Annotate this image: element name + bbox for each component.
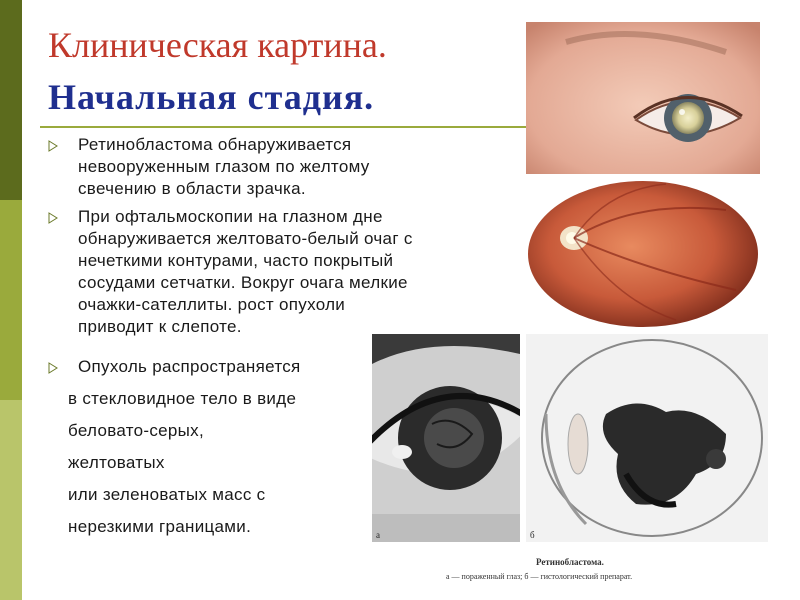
- continuation-line: или зеленоватых масс с: [68, 485, 266, 504]
- strip-segment-dark: [0, 0, 22, 200]
- bullet-2-line: При офтальмоскопии на глазном дне: [78, 207, 383, 226]
- figure-caption-title: Ретинобластома.: [536, 557, 604, 567]
- side-color-strip: [0, 0, 22, 600]
- bullet-1-text: [78, 134, 370, 200]
- bullet-2-text: [78, 206, 413, 338]
- bullet-2-line: приводит к слепоте.: [78, 317, 242, 336]
- leukocoria-eye-photo: [526, 22, 760, 174]
- histology-photo: [526, 334, 768, 542]
- figure-label-a: а: [376, 530, 380, 540]
- title-divider: [40, 126, 526, 128]
- bullet-2-line: сосудами сетчатки. Вокруг очага мелкие: [78, 273, 408, 292]
- bullet-1-line: свечению в области зрачка.: [78, 179, 306, 198]
- figure-label-b: б: [530, 530, 535, 540]
- slide-subtitle: Начальная стадия.: [48, 77, 375, 117]
- figure-caption-text: а — пораженный глаз; б — гистологический препарат.: [446, 572, 633, 581]
- bullet-marker-icon: [48, 212, 60, 224]
- strip-segment-mid: [0, 200, 22, 400]
- bullet-marker-icon: [48, 362, 60, 374]
- fundus-photo: [526, 180, 760, 328]
- bullet-marker-icon: [48, 140, 60, 152]
- bullet-2-line: очажки-сателлиты. рост опухоли: [78, 295, 346, 314]
- affected-eye-photo: [372, 334, 520, 542]
- continuation-line: беловато-серых,: [68, 421, 204, 440]
- continuation-line: нерезкими границами.: [68, 517, 252, 536]
- bullet-3-text: Опухоль распространяется: [78, 357, 301, 376]
- bullet-1-line: невооруженным глазом по желтому: [78, 157, 370, 176]
- bullet-1-line: Ретинобластома обнаруживается: [78, 135, 352, 154]
- bullet-2-line: нечеткими контурами, часто покрытый: [78, 251, 394, 270]
- slide-title: Клиническая картина.: [48, 25, 387, 65]
- strip-segment-light: [0, 400, 22, 600]
- continuation-line: желтоватых: [68, 453, 165, 472]
- continuation-line: в стекловидное тело в виде: [68, 389, 297, 408]
- bullet-2-line: обнаруживается желтовато-белый очаг с: [78, 229, 413, 248]
